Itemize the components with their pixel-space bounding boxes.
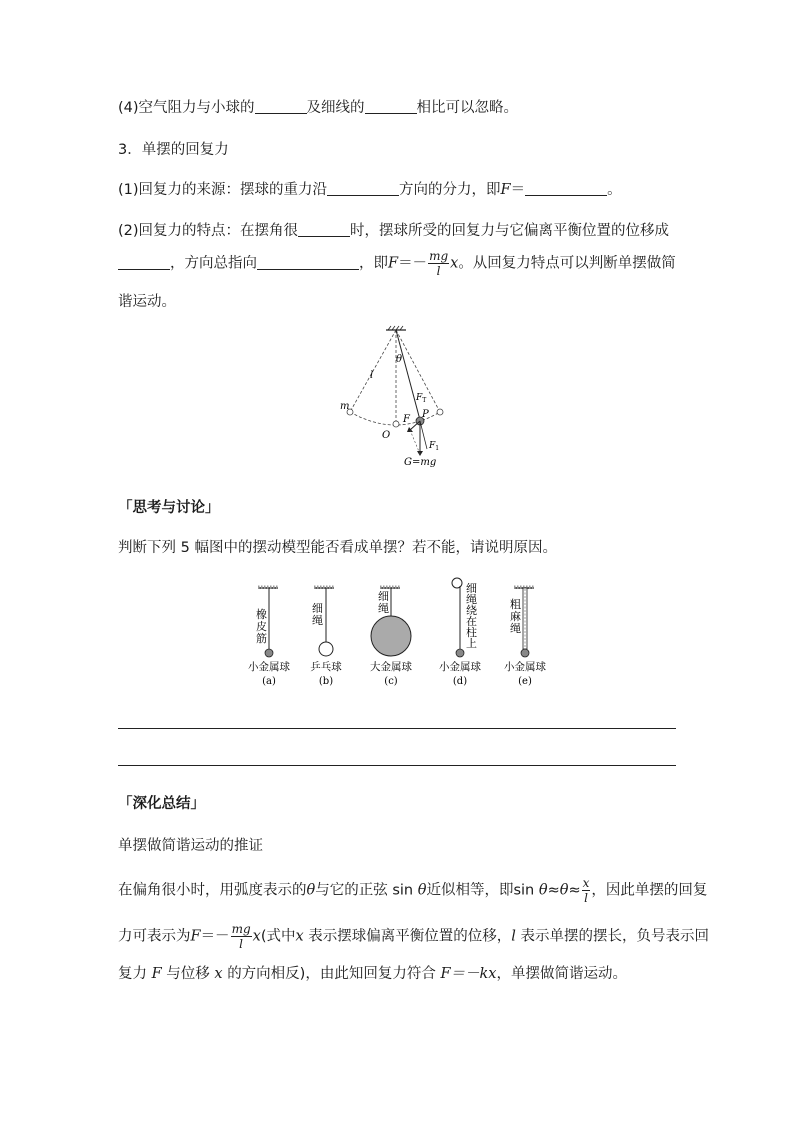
ball-center	[393, 421, 399, 427]
math-sin: sin	[513, 882, 535, 899]
label-P: P	[422, 409, 429, 420]
math-approx: ≈	[547, 882, 560, 899]
fraction-mg-over-l	[428, 250, 449, 277]
math-F: F	[388, 255, 399, 272]
fraction-denominator: l	[239, 937, 244, 951]
math-F: F	[500, 182, 511, 198]
math-F: F	[151, 966, 162, 982]
summary-text: ，单摆做简谐运动。	[496, 966, 627, 982]
math-theta: θ	[559, 882, 569, 899]
model-a-ball-label: 小金属球	[248, 661, 290, 673]
component-f1	[420, 421, 427, 449]
fraction-x-over-l	[582, 877, 591, 904]
model-c-tag: (c)	[384, 676, 398, 687]
model-d-tag: (d)	[452, 676, 468, 687]
math-equals-minus: ＝－	[398, 255, 428, 272]
model-a-tag: (a)	[262, 676, 276, 687]
summary-line-2	[118, 923, 709, 950]
model-e-string-label: 粗麻绳	[510, 598, 521, 635]
line3-part-b: 方向的分力，即	[399, 182, 501, 198]
line4-part-a: (2)回复力的特点：在摆角很	[118, 223, 299, 239]
math-approx: ≈	[568, 882, 581, 899]
answer-blank	[118, 254, 170, 270]
line3-part-c: 。	[607, 182, 622, 198]
line1-part-b: 及细线的	[306, 100, 365, 116]
math-x: x	[295, 928, 304, 945]
ball-right	[437, 409, 443, 415]
summary-text: 与它的正弦	[315, 882, 388, 899]
think-question: 判断下列 5 幅图中的摆动模型能否看成单摆？若不能，请说明原因。	[118, 540, 557, 556]
answer-blank	[365, 98, 417, 114]
text-line-5	[118, 250, 676, 277]
summary-text: 复力	[118, 966, 147, 982]
model-b-tag: (b)	[318, 676, 334, 687]
summary-line-1	[118, 877, 707, 904]
summary-heading: 「深化总结」	[118, 796, 205, 812]
parallelogram-line	[410, 430, 420, 454]
label-theta: θ	[396, 354, 403, 365]
summary-text: 近似相等，即	[426, 882, 514, 899]
summary-text: 表示单摆的摆长，负号表示回	[520, 928, 710, 945]
summary-text: 力可表示为	[118, 928, 191, 945]
text-line-4	[118, 219, 669, 240]
line1-part-c: 相比可以忽略。	[416, 100, 519, 116]
model-a	[248, 587, 290, 687]
string	[396, 330, 420, 420]
math-l: l	[511, 928, 516, 945]
model-a-string-label: 橡皮筋	[256, 608, 267, 645]
line5-part-a: ，方向总指向	[170, 255, 257, 272]
model-d-string-label: 细绳绕在柱上	[466, 582, 477, 650]
model-d	[439, 578, 481, 687]
answer-blank	[257, 254, 359, 270]
model-e	[504, 587, 546, 687]
model-b	[310, 587, 342, 687]
math-theta: θ	[538, 882, 548, 899]
answer-blank	[525, 180, 607, 196]
answer-line	[118, 765, 676, 766]
summary-text: ，因此单摆的回复	[591, 882, 708, 899]
text-line-3	[118, 178, 622, 199]
model-c-string-label: 细绳	[378, 590, 389, 615]
ceiling-hatch	[386, 326, 406, 330]
line1-part-a: (4)空气阻力与小球的	[118, 100, 255, 116]
fraction-mg-over-l	[231, 923, 252, 950]
model-e-tag: (e)	[518, 676, 532, 687]
summary-text: 在偏角很小时，用弧度表示的	[118, 882, 307, 899]
math-x: x	[214, 966, 223, 982]
model-b-ball-label: 乒乓球	[310, 661, 342, 673]
think-heading: 「思考与讨论」	[118, 500, 220, 516]
pendulum-models-figure	[240, 574, 560, 690]
math-equals: ＝	[510, 182, 526, 198]
model-b-string-label: 细绳	[312, 602, 323, 627]
summary-text: 与位移	[166, 966, 210, 982]
label-O: O	[382, 430, 391, 441]
summary-subtitle: 单摆做简谐运动的推证	[118, 838, 263, 854]
math-x: x	[252, 928, 261, 945]
math-x: x	[450, 255, 459, 272]
summary-text: 表示摆球偏离平衡位置的位移，	[308, 928, 512, 945]
fraction-denominator: l	[436, 264, 441, 278]
math-F-equals-minus-kx: F＝－kx	[440, 966, 497, 982]
fraction-numerator: mg	[429, 249, 449, 263]
line3-part-a: (1)回复力的来源：摆球的重力沿	[118, 182, 328, 198]
summary-line-3	[118, 962, 627, 983]
fraction-numerator: x	[582, 876, 590, 890]
label-G: G=mg	[404, 457, 437, 468]
label-F1: $F_1$	[429, 441, 440, 452]
label-F: F	[403, 414, 410, 425]
answer-line	[118, 728, 676, 729]
fraction-numerator: mg	[231, 922, 251, 936]
summary-text: (式中	[260, 928, 296, 945]
fraction-denominator: l	[584, 891, 588, 905]
line4-part-b: 时，摆球所受的回复力与它偏离平衡位置的位移成	[350, 223, 670, 239]
summary-text: 的方向相反)，由此知回复力符合	[227, 966, 436, 982]
label-l: l	[370, 370, 374, 381]
math-F: F	[190, 928, 201, 945]
line5-part-b: ，即	[359, 255, 388, 272]
model-c-ball-label: 大金属球	[370, 661, 412, 673]
answer-blank	[255, 98, 307, 114]
math-sin: sin	[392, 882, 414, 899]
model-e-ball-label: 小金属球	[504, 661, 546, 673]
subsection-title: 3．单摆的回复力	[118, 142, 229, 158]
model-c	[370, 587, 412, 687]
text-line-1	[118, 96, 518, 117]
math-theta: θ	[417, 882, 427, 899]
model-d-ball-label: 小金属球	[439, 661, 481, 673]
text-line-6: 谐运动。	[118, 294, 176, 310]
pendulum-force-diagram	[330, 320, 460, 470]
math-theta: θ	[306, 882, 316, 899]
label-m: m	[340, 401, 350, 412]
answer-blank	[327, 180, 399, 196]
label-FT: $F_T$	[416, 393, 427, 404]
math-equals-minus: ＝－	[200, 928, 230, 945]
answer-blank	[298, 221, 350, 237]
line5-part-c: 。从回复力特点可以判断单摆做简	[458, 255, 676, 272]
